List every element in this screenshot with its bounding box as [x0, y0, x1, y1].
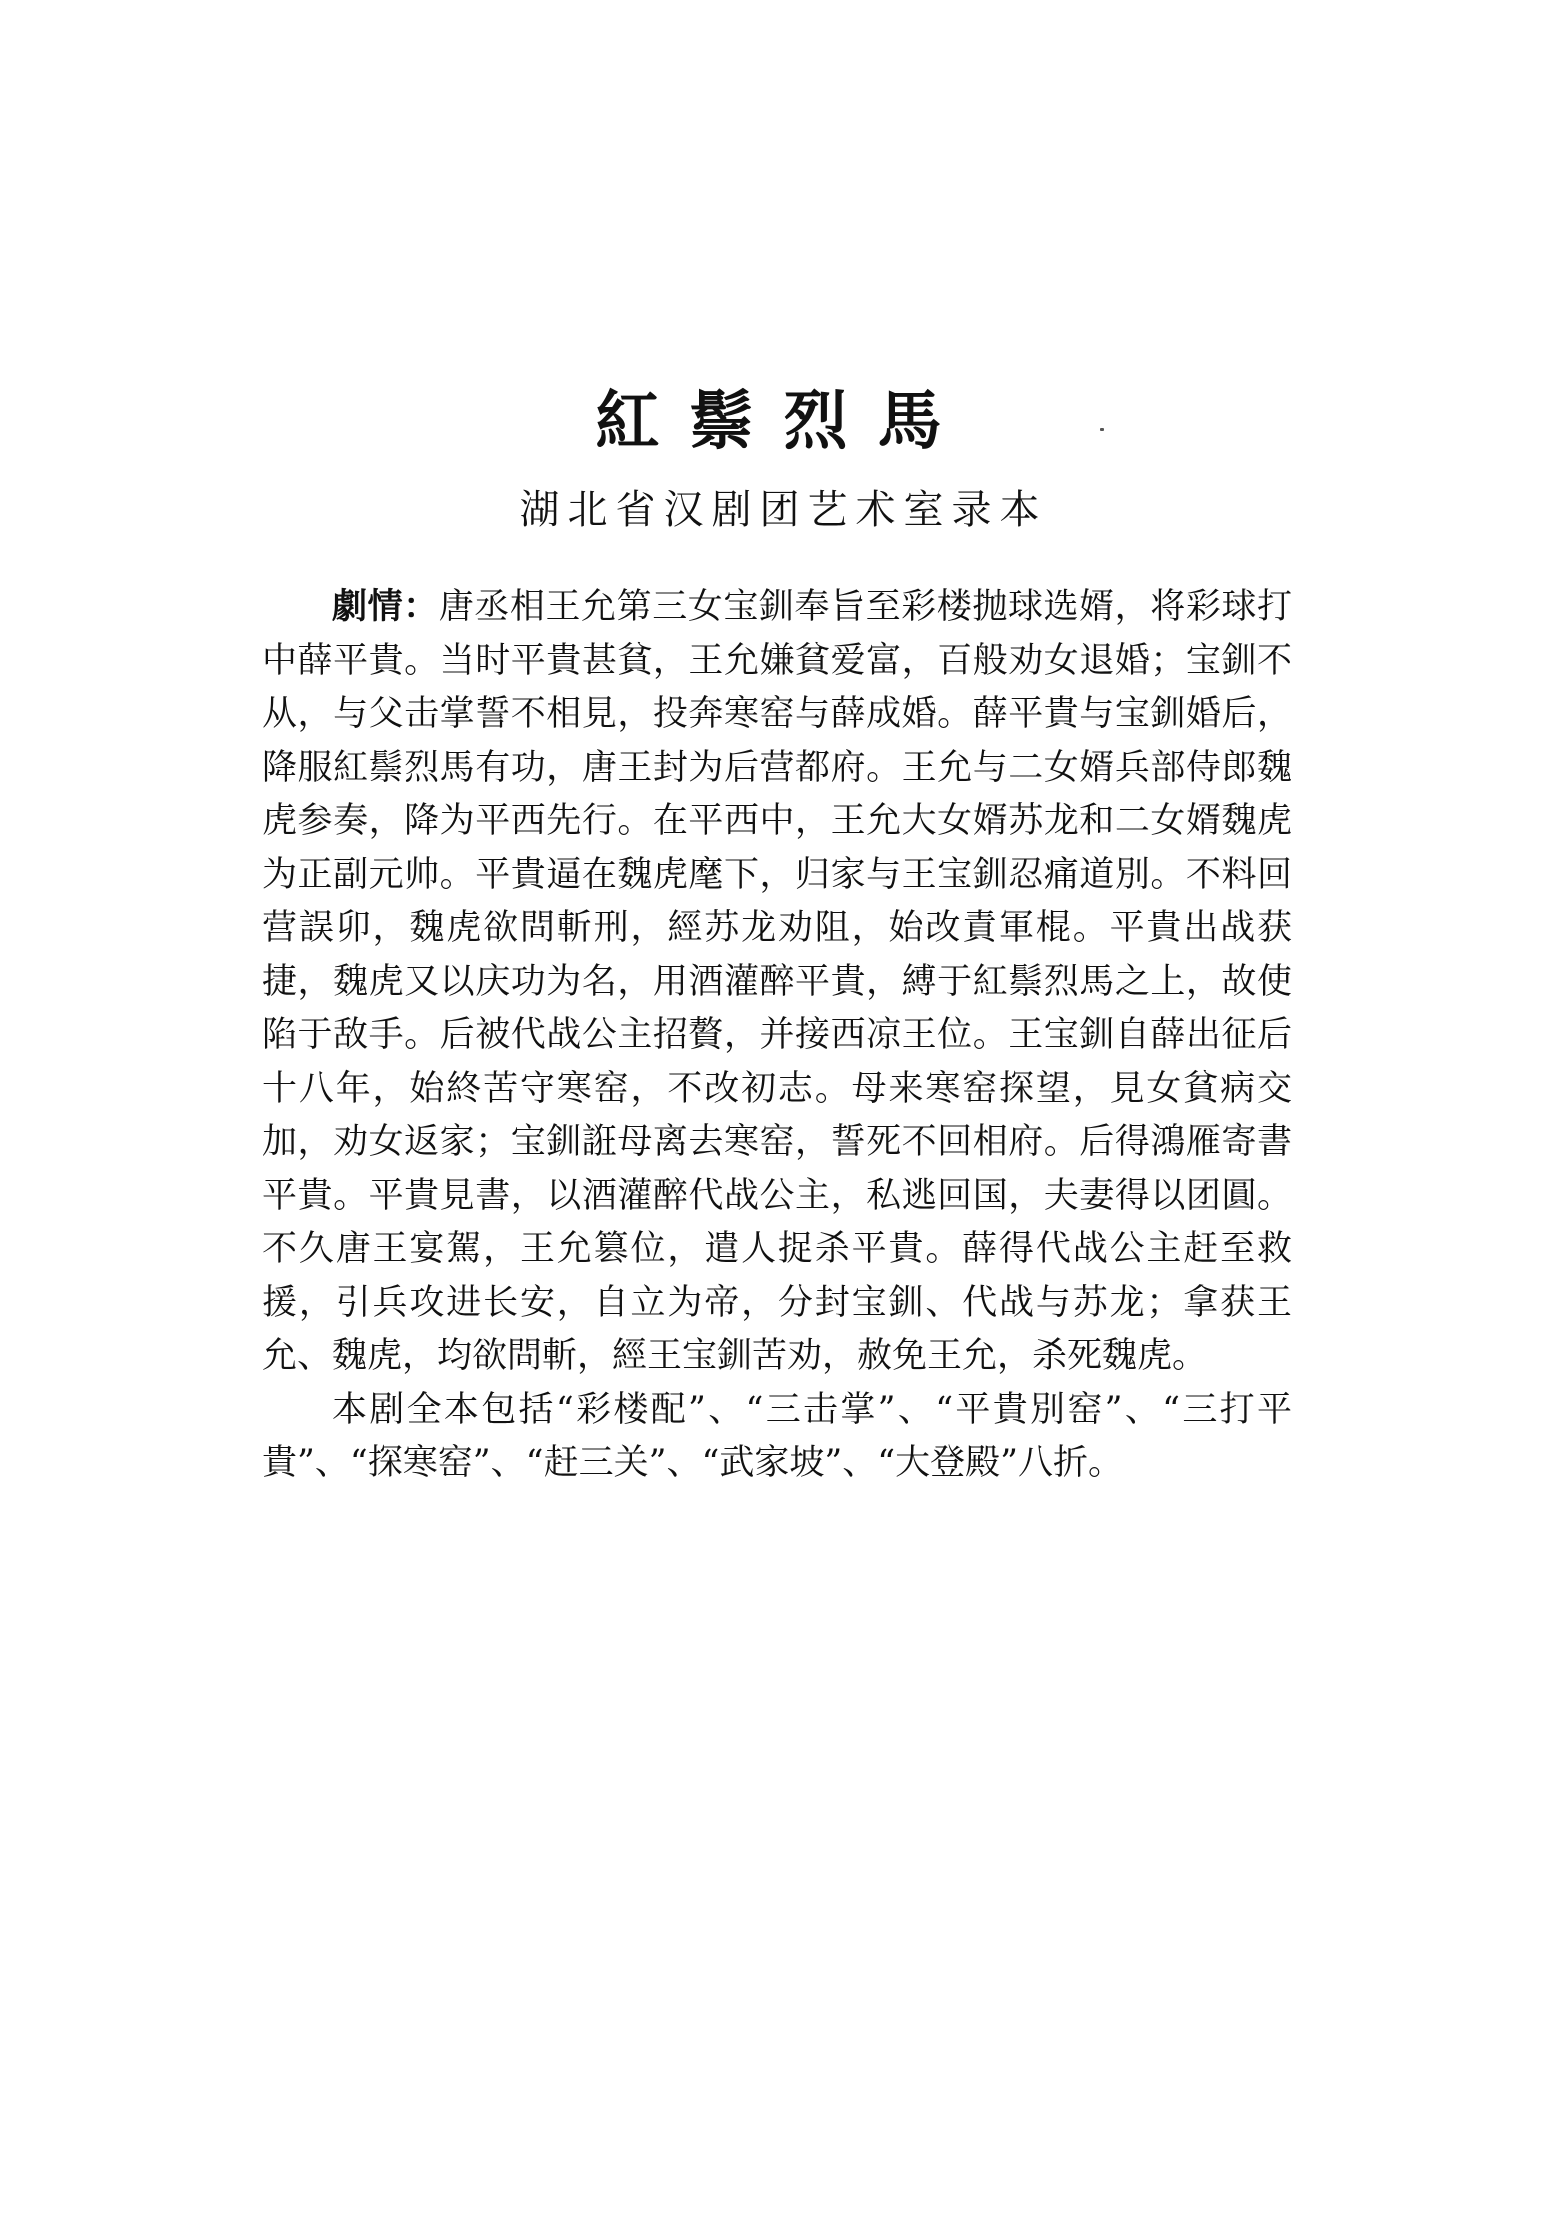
body-text	[262, 580, 1292, 1491]
page-title: 紅鬃烈馬	[595, 384, 972, 459]
scenes-paragraph: 本剧全本包括“彩楼配”、“三击掌”、“平貴別窑”、“三打平貴”、“探寒窑”、“赶三关”、“武家坡”、“大登殿”八折。	[262, 1389, 1292, 1483]
synopsis-label: 劇情：	[332, 586, 439, 627]
synopsis-paragraph	[262, 580, 1292, 1384]
synopsis-text: 唐丞相王允第三女宝釧奉旨至彩楼抛球选婿，将彩球打中薛平貴。当时平貴甚貧，王允嫌貧爱富，百般劝女退婚；宝釧不从，与父击掌誓不相見，投奔寒窑与薛成婚。薛平貴与宝釧婚后，降服紅鬃烈馬有功，唐王封为后营都府。王允与二女婿兵部侍郎魏虎参奏，降为平西先行。在平西中，王允大女婿苏龙和二女婿魏虎为正副元帅。平貴逼在魏虎麾下，归家与王宝釧忍痛道別。不料回营誤卯，魏虎欲問斬刑，經苏龙劝阻，始改責軍棍。平貴出战获捷，魏虎又以庆功为名，用酒灌醉平貴，縛于紅鬃烈馬之上，故使陷于敌手。后被代战公主招贅，并接西凉王位。王宝釧自薛出征后十八年，始終苦守寒窑，不改初志。母来寒窑探望，見女貧病交加，劝女返家；宝釧誑母离去寒窑，誓死不回相府。后得鴻雁寄書平貴。平貴見書，以酒灌醉代战公主，私逃回国，夫妻得以团圓。不久唐王宴駕，王允篡位，遣人捉杀平貴。薛得代战公主赶至救援，引兵攻进长安，自立为帝，分封宝釧、代战与苏龙；拿获王允、魏虎，均欲問斬，經王宝釧苦劝，赦免王允，杀死魏虎。	[262, 587, 1292, 1376]
print-speck	[1100, 428, 1104, 431]
page-subtitle: 湖北省汉剧团艺术室录本	[519, 487, 1048, 533]
